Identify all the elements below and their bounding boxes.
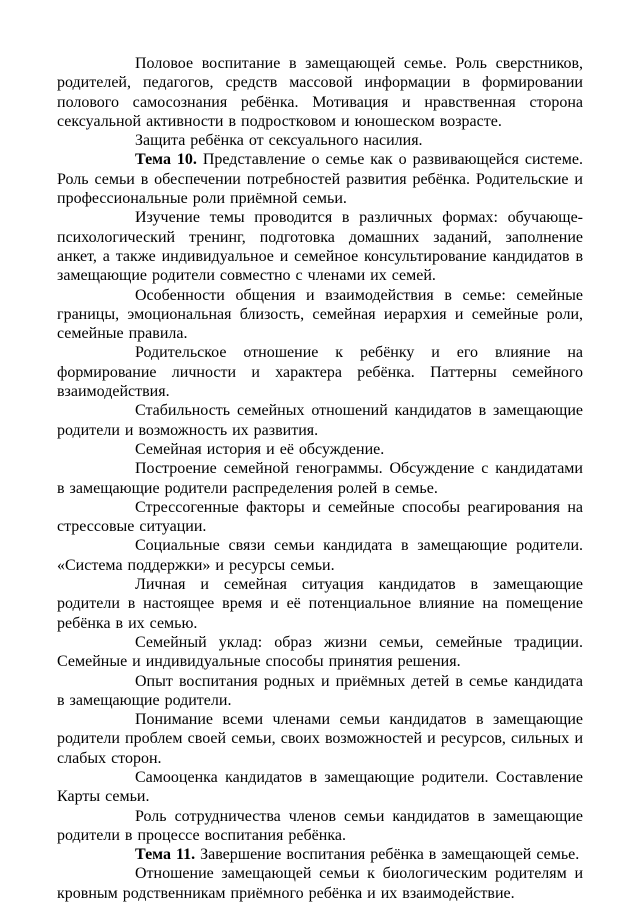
paragraph: Изучение темы проводится в различных формах: обучающе-психологический тренинг, подготовка домашних заданий, заполнение анкет, а также индивидуальное и семейное консультирование кандидатов в замещающие родители совместно с членами их семей. [57,209,583,285]
paragraph: Опыт воспитания родных и приёмных детей в семье кандидата в замещающие родители. [57,672,583,709]
paragraph: Семейная история и её обсуждение. [135,440,385,458]
paragraph: Отношение замещающей семьи к биологическим родителям и кровным родственникам приёмного ребёнка и их взаимодействие. [57,865,583,902]
paragraph: Защита ребёнка от сексуального насилия. [135,132,423,150]
paragraph: Стрессогенные факторы и семейные способы реагирования на стрессовые ситуации. [57,498,583,536]
paragraph: Роль сотрудничества членов семьи кандидатов в замещающие родители в процессе воспитания ребёнка. [57,807,583,844]
paragraph: Особенности общения и взаимодействия в семье: семейные границы, эмоциональная близость, семейная иерархия и семейные роли, семейные правила. [57,286,583,343]
paragraph: Стабильность семейных отношений кандидатов в замещающие родители и возможность их развития. [57,402,583,439]
paragraph: Половое воспитание в замещающей семье. Роль сверстников, родителей, педагогов, средств массовой информации в формировании полового самосознания ребёнка. Мотивация и нравственная сторона сексуальной активности в подростковом и юношеском возрасте. [57,55,583,130]
paragraph: Родительское отношение к ребёнку и его влияние на формирование личности и характера ребёнка. Паттерны семейного взаимодействия. [57,344,583,401]
paragraph-bold-lead: Тема 10. [135,151,197,169]
paragraph: Семейный уклад: образ жизни семьи, семейные традиции. Семейные и индивидуальные способы принятия решения. [57,633,583,671]
paragraph: Тема 10. Представление о семье как о развивающейся системе. Роль семьи в обеспечении потребностей развития ребёнка. Родительские и профессиональные роли приёмной семьи. [57,151,583,208]
paragraph: Тема 11. Завершение воспитания ребёнка в замещающей семье. [135,846,580,864]
paragraph: Построение семейной генограммы. Обсуждение с кандидатами в замещающие родители распределения ролей в семье. [57,460,583,497]
paragraph: Самооценка кандидатов в замещающие родители. Составление Карты семьи. [57,768,583,806]
paragraph: Личная и семейная ситуация кандидатов в замещающие родители в настоящее время и её потенциальное влияние на помещение ребёнка в их семью. [57,576,583,632]
document-body [57,54,583,903]
paragraph: Социальные связи семьи кандидата в замещающие родители. «Система поддержки» и ресурсы семьи. [57,537,583,574]
paragraph-bold-lead: Тема 11. [135,846,196,864]
paragraph: Понимание всеми членами семьи кандидатов в замещающие родители проблем своей семьи, своих возможностей и ресурсов, сильных и слабых сторон. [57,711,583,767]
